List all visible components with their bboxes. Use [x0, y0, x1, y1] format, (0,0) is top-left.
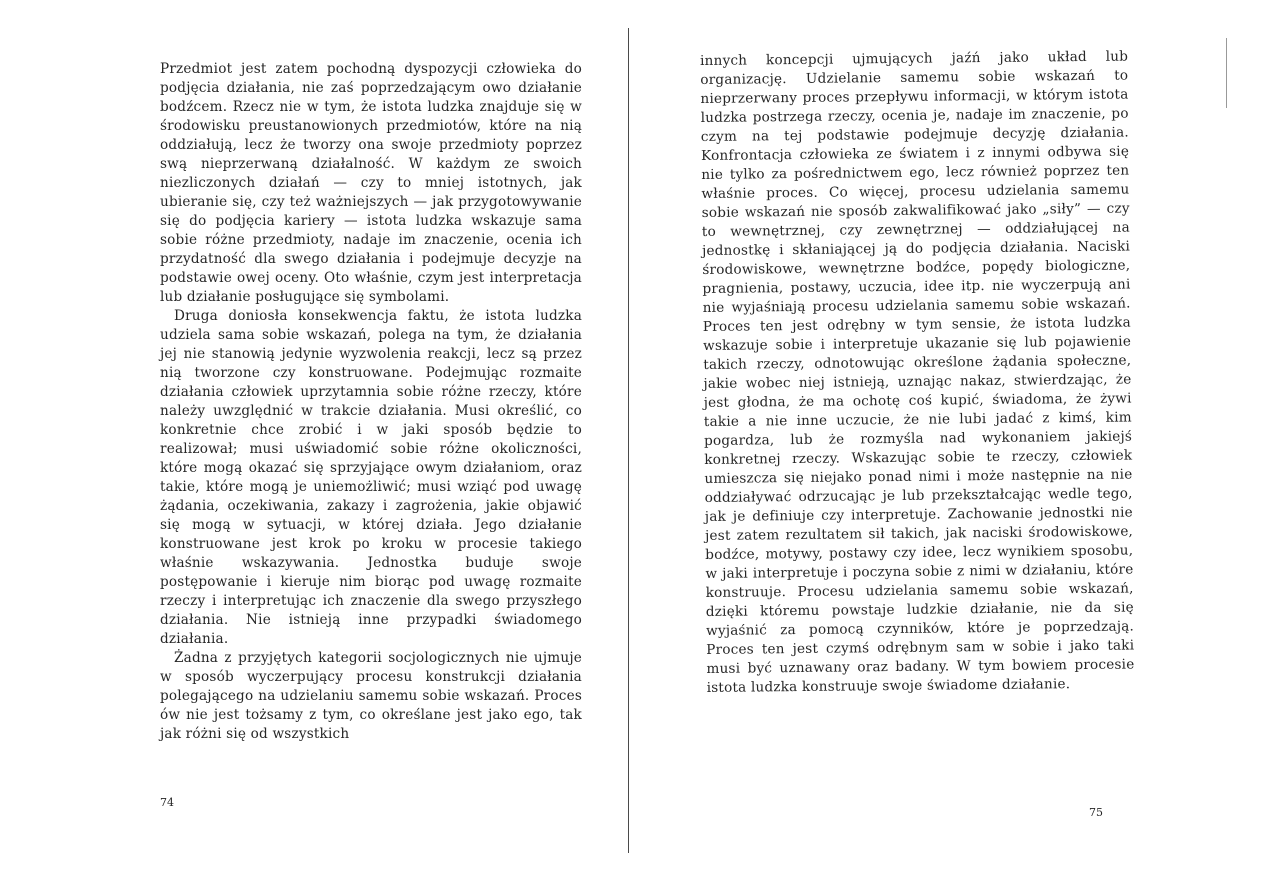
left-page-text [160, 60, 582, 744]
paragraph: Żadna z przyjętych kategorii socjologicznych nie ujmuje w sposób wyczerpujący procesu konstrukcji działania polegającego na udzielaniu samemu sobie wskazań. Proces ów nie jest tożsamy z tym, co określane jest jako ego, tak jak różni się od wszystkich [160, 650, 582, 742]
gutter-divider [628, 28, 629, 853]
paragraph: innych koncepcji ujmujących jaźń jako układ lub organizację. Udzielanie samemu sobie wskazań to nieprzerwany proces przepływu informacji, w którym istota ludzka postrzega rzeczy, ocenia je, nadaje im znaczenie, po czym na tej podstawie podejmuje decyzję działania. Konfrontacja człowieka ze światem i z innymi odbywa się nie tylko za pośrednictwem ego, lecz również poprzez ten właśnie proces. Co więcej, procesu udzielania samemu sobie wskazań nie sposób zakwalifikować jako „siły” — czy to wewnętrznej, czy zewnętrznej — oddziałującej na jednostkę i skłaniającej ją do podjęcia działania. Naciski środowiskowe, wewnętrzne bodźce, popędy biologiczne, pragnienia, postawy, uczucia, idee itp. nie wyczerpują ani nie wyjaśniają procesu udzielania samemu sobie wskazań. Proces ten jest odrębny w tym sensie, że istota ludzka wskazuje sobie i interpretuje ukazanie się lub pojawienie takich rzeczy, odnotowując określone żądania społeczne, jakie wobec niej istnieją, uznając nakaz, stwierdzając, że jest głodna, że ma ochotę coś kupić, świadoma, że żywi takie a nie inne uczucie, że nie lubi jadać z kimś, kim pogardza, lub że rozmyśla nad wykonaniem jakiejś konkretnej rzeczy. Wskazując sobie te rzeczy, człowiek umieszcza się niejako ponad nimi i może następnie na nie oddziaływać odrzucając je lub przekształcając wedle tego, jak je definiuje czy interpretuje. Zachowanie jednostki nie jest zatem rezultatem sił takich, jak naciski środowiskowe, bodźce, motywy, postawy czy idee, lecz wynikiem sposobu, w jaki interpretuje i poczyna sobie z nimi w działaniu, które konstruuje. Procesu udzielania samemu sobie wskazań, dzięki któremu powstaje ludzkie działanie, nie da się wyjaśnić za pomocą czynników, które je poprzedzają. Proces ten jest czymś odrębnym sam w sobie i jako taki musi być uznawany oraz badany. W tym bowiem procesie istota ludzka konstruuje swoje świadome działanie. [700, 48, 1135, 696]
paragraph: Druga doniosła konsekwencja faktu, że istota ludzka udziela sama sobie wskazań, polega na tym, że działania jej nie stanowią jedynie wyzwolenia reakcji, lecz są przez nią tworzone czy konstruowane. Podejmując rozmaite działania człowiek uprzytamnia sobie różne rzeczy, które należy uwzględnić w trakcie działania. Musi określić, co konkretnie chce zrobić i w jaki sposób będzie to realizował; musi uświadomić sobie różne okoliczności, które mogą okazać się sprzyjające owym działaniom, oraz takie, które mogą je uniemożliwić; musi wziąć pod uwagę żądania, oczekiwania, zakazy i zagrożenia, jakie objawić się mogą w sytuacji, w której działa. Jego działanie konstruowane jest krok po kroku w procesie takiego właśnie wskazywania. Jednostka buduje swoje postępowanie i kieruje nim biorąc pod uwagę rozmaite rzeczy i interpretując ich znaczenie dla swego przyszłego działania. Nie istnieją inne przypadki świadomego działania. [160, 308, 582, 647]
right-page-text [700, 48, 1135, 698]
page-number: 74 [160, 796, 174, 809]
page-edge-mark [1226, 38, 1227, 108]
left-page [0, 0, 630, 893]
page-number: 75 [1089, 806, 1103, 819]
paragraph: Przedmiot jest zatem pochodną dyspozycji człowieka do podjęcia działania, nie zaś poprzedzającym owo działanie bodźcem. Rzecz nie w tym, że istota ludzka znajduje się w środowisku preustanowionych przedmiotów, które na nią oddziałują, lecz że tworzy ona swoje przedmioty poprzez swą nieprzerwaną działalność. W każdym ze swoich niezliczonych działań — czy to mniej istotnych, jak ubieranie się, czy też ważniejszych — jak przygotowywanie się do podjęcia kariery — istota ludzka wskazuje sama sobie różne przedmioty, nadaje im znaczenie, ocenia ich przydatność dla swego działania i podejmuje decyzje na podstawie owej oceny. Oto właśnie, czym jest interpretacja lub działanie posługujące się symbolami. [160, 61, 582, 305]
right-page [630, 0, 1263, 893]
